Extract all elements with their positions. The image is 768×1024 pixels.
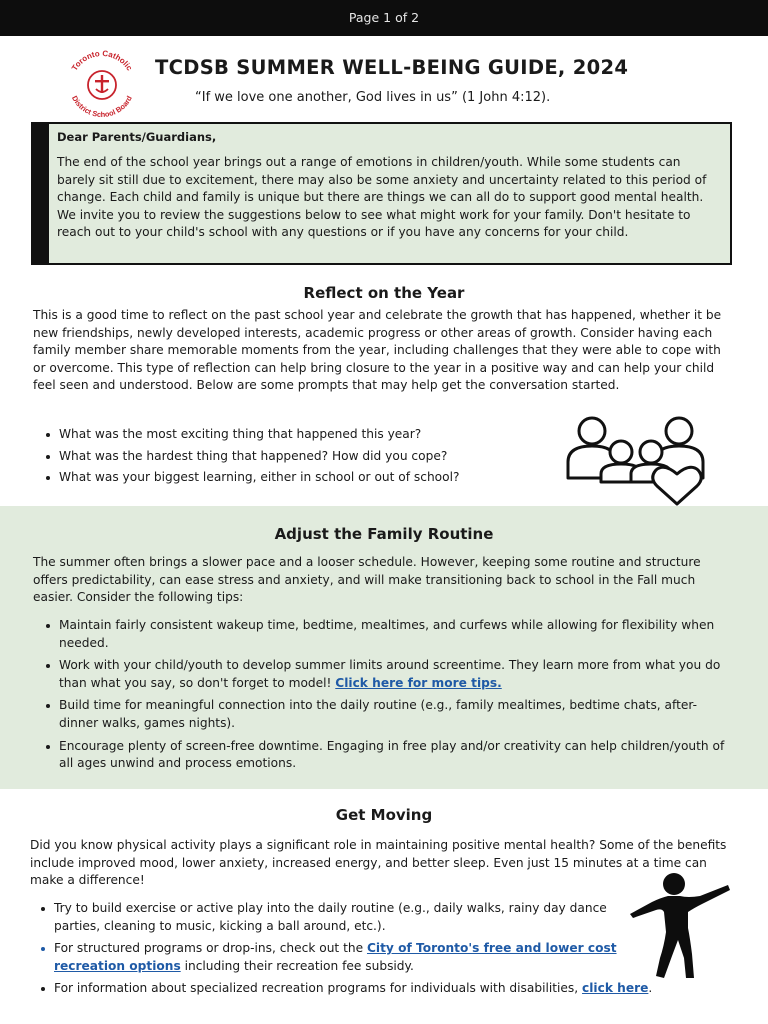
section-heading-reflect: Reflect on the Year	[303, 284, 465, 302]
child-silhouette-icon	[624, 868, 736, 982]
section-heading-moving: Get Moving	[335, 806, 433, 824]
page-title: TCDSB SUMMER WELL-BEING GUIDE, 2024	[155, 56, 629, 79]
tcdsb-logo	[62, 44, 142, 124]
list-item: What was the hardest thing that happened? How did you cope?	[46, 448, 566, 466]
item-text: .	[648, 981, 653, 996]
list-item	[41, 980, 653, 998]
logo-text-bottom: District School Board	[70, 94, 134, 120]
page-indicator: Page 1 of 2	[348, 10, 420, 25]
list-item: Build time for meaningful connection into the daily routine (e.g., family mealtimes, bedtime chats, after-dinner walks, games nights).	[46, 697, 726, 732]
page-indicator-bar	[0, 0, 768, 36]
letter-body: The end of the school year brings out a range of emotions in children/youth. While some students can barely sit still due to excitement, there may also be some anxiety and uncertainty related to this period of change. Each child and family is unique but there are things we can all do to support good mental health. We invite you to review the suggestions below to see what might work for your family. Don't hesitate to reach out to your child's school with any questions or if you have any concerns for your child.	[57, 155, 707, 239]
tip-text: Work with your child/youth to develop summer limits around screentime. They learn more from what you do than what you say, so don't forget to model!	[59, 658, 721, 690]
specialized-programs-link[interactable]: click here	[582, 981, 649, 996]
item-text: including their recreation fee subsidy.	[184, 958, 414, 973]
logo-text-top: Toronto Catholic	[69, 48, 135, 73]
family-heart-icon	[563, 412, 713, 508]
bible-verse: “If we love one another, God lives in us” (1 John 4:12).	[195, 90, 551, 105]
routine-tips-list	[46, 617, 726, 773]
item-text: For structured programs or drop-ins, check out the	[54, 941, 364, 956]
list-item	[41, 940, 631, 975]
svg-text:Toronto Catholic	[70, 49, 134, 73]
list-item: What was the most exciting thing that happened this year?	[46, 426, 566, 444]
parent-letter-box	[31, 122, 732, 265]
routine-body: The summer often brings a slower pace and a looser schedule. However, keeping some routine and structure offers predictability, can ease stress and anxiety, and will make transitioning back to school in the Fall much easier. Consider the following tips:	[33, 555, 701, 605]
reflect-prompts-list	[46, 426, 566, 487]
list-item: What was your biggest learning, either in school or out of school?	[46, 469, 566, 487]
svg-text:District School Board	[70, 94, 134, 119]
item-text: For information about specialized recreation programs for individuals with disabilities,	[54, 981, 579, 996]
letter-greeting: Dear Parents/Guardians,	[57, 130, 217, 144]
reflect-body: This is a good time to reflect on the past school year and celebrate the growth that has happened, whether it be new friendships, newly developed interests, academic progress or other areas of growth. Consider having each family member share memorable moments from the year, including challenges that they were able to cope with or overcome. This type of reflection can help bring closure to the year in a positive way and can help your child feel seen and understood. Below are some prompts that may help get the conversation started.	[33, 308, 722, 393]
list-item	[46, 657, 726, 692]
section-heading-routine: Adjust the Family Routine	[274, 525, 494, 543]
recreation-options-link[interactable]: City of Toronto's free and lower cost recreation options	[54, 941, 617, 973]
list-item: Try to build exercise or active play into the daily routine (e.g., daily walks, rainy day dance parties, cleaning to music, kicking a ball around, etc.).	[41, 900, 631, 935]
moving-list	[41, 900, 653, 998]
moving-body: Did you know physical activity plays a significant role in maintaining positive mental health? Some of the benefits include improved mood, lower anxiety, increased energy, and better sleep. Even just 15 minutes at a time can make a difference!	[30, 838, 727, 888]
list-item: Maintain fairly consistent wakeup time, bedtime, mealtimes, and curfews while allowing for flexibility when needed.	[46, 617, 726, 652]
more-tips-link[interactable]: Click here for more tips.	[335, 675, 502, 690]
list-item: Encourage plenty of screen-free downtime. Engaging in free play and/or creativity can help children/youth of all ages unwind and process emotions.	[46, 738, 726, 773]
